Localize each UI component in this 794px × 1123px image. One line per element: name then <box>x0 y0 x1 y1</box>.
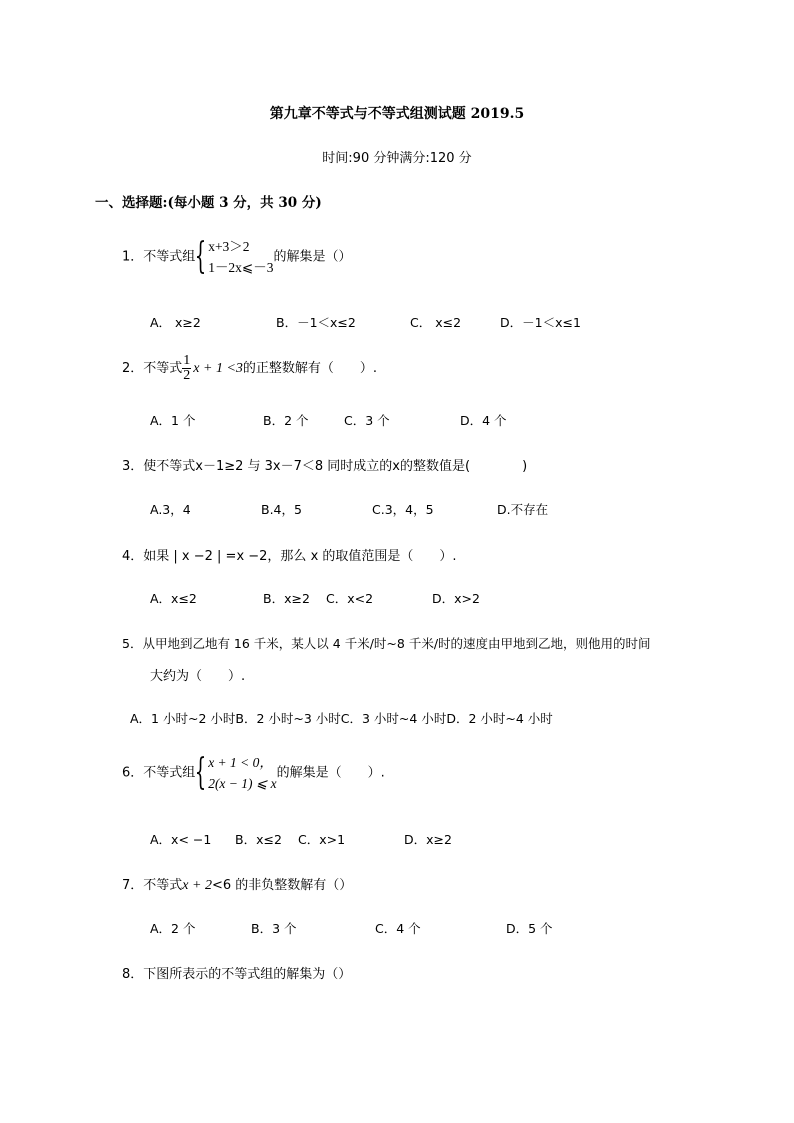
question-7-prefix: 7．不等式 <box>122 878 183 893</box>
option-a: A．x≤2 <box>150 591 197 606</box>
option-c: C．x>1 <box>298 832 346 847</box>
option-a: A．1 个 <box>150 413 196 428</box>
option-d: D．5 个 <box>506 921 553 936</box>
question-6-suffix: 的解集是（ ）. <box>276 765 385 781</box>
question-4: 4．如果 | x −2 | =x −2，那么 x 的取值范围是（ ）. <box>122 549 457 564</box>
question-8: 8．下图所表示的不等式组的解集为（） <box>122 967 352 982</box>
option-d: D．－1＜x≤1 <box>500 315 581 330</box>
system-line-2: 2(x − 1) ⩽ x <box>208 776 277 791</box>
question-7 <box>122 874 352 894</box>
question-7-expression: x + 2 <box>182 878 212 893</box>
option-b: B．2 个 <box>263 413 309 428</box>
option-d: D．4 个 <box>460 413 507 428</box>
option-d: D．x≥2 <box>404 832 452 847</box>
question-6 <box>122 752 385 794</box>
page-title: 第九章不等式与不等式组测试题 2019.5 <box>269 106 525 122</box>
option-c: C．3 个 <box>344 413 390 428</box>
question-6-prefix: 6．不等式组 <box>122 765 196 781</box>
question-1 <box>122 236 352 278</box>
question-2-suffix: 的正整数解有（ ）. <box>242 361 378 376</box>
fraction-denominator: 2 <box>183 368 191 383</box>
option-b: B．x≤2 <box>235 832 282 847</box>
question-1-suffix: 的解集是（） <box>273 249 352 265</box>
option-b: B．－1＜x≤2 <box>276 315 356 330</box>
brace-icon: { <box>195 236 207 277</box>
system-line-2: 1－2x⩽－3 <box>208 260 274 275</box>
brace-icon: { <box>195 752 207 793</box>
option-c: C．x<2 <box>326 591 374 606</box>
option-a: A． x≥2 <box>150 315 201 330</box>
fraction-numerator: 1 <box>183 353 191 368</box>
question-2-expression: x + 1 <3 <box>193 361 243 376</box>
option-b: B．x≥2 <box>263 591 310 606</box>
option-a: A．2 个 <box>150 921 196 936</box>
question-3: 3．使不等式x－1≥2 与 3x－7＜8 同时成立的x的整数值是( ) <box>122 459 528 474</box>
option-d: D.不存在 <box>497 502 549 517</box>
option-d: D．x>2 <box>432 591 480 606</box>
option-a: A．x< −1 <box>150 832 212 847</box>
question-7-suffix: <6 的非负整数解有（） <box>211 878 353 893</box>
question-2-prefix: 2．不等式 <box>122 361 183 376</box>
question-5-line-2: 大约为（ ）. <box>150 669 246 684</box>
option-c: C． x≤2 <box>410 315 462 330</box>
option-b: B.4，5 <box>261 502 302 517</box>
section-heading: 一、选择题:(每小题 3 分，共 30 分) <box>95 195 322 211</box>
option-c: C．4 个 <box>375 921 421 936</box>
inequality-system <box>208 752 276 794</box>
option-c: C.3，4，5 <box>372 502 434 517</box>
question-1-prefix: 1．不等式组 <box>122 249 196 265</box>
exam-info: 时间:90 分钟满分:120 分 <box>322 151 472 166</box>
question-2 <box>122 354 377 383</box>
system-line-1: x + 1 < 0， <box>208 755 273 770</box>
fraction <box>182 354 191 383</box>
question-5-options: A．1 小时~2 小时B．2 小时~3 小时C．3 小时~4 小时D．2 小时~4 小时 <box>130 711 553 726</box>
option-b: B．3 个 <box>251 921 297 936</box>
option-a: A.3，4 <box>150 502 191 517</box>
question-5-line-1: 5．从甲地到乙地有 16 千米，某人以 4 千米/时~8 千米/时的速度由甲地到乙地，则他用的时间 <box>122 636 651 651</box>
inequality-system <box>208 236 273 278</box>
system-line-1: x+3＞2 <box>208 239 250 254</box>
